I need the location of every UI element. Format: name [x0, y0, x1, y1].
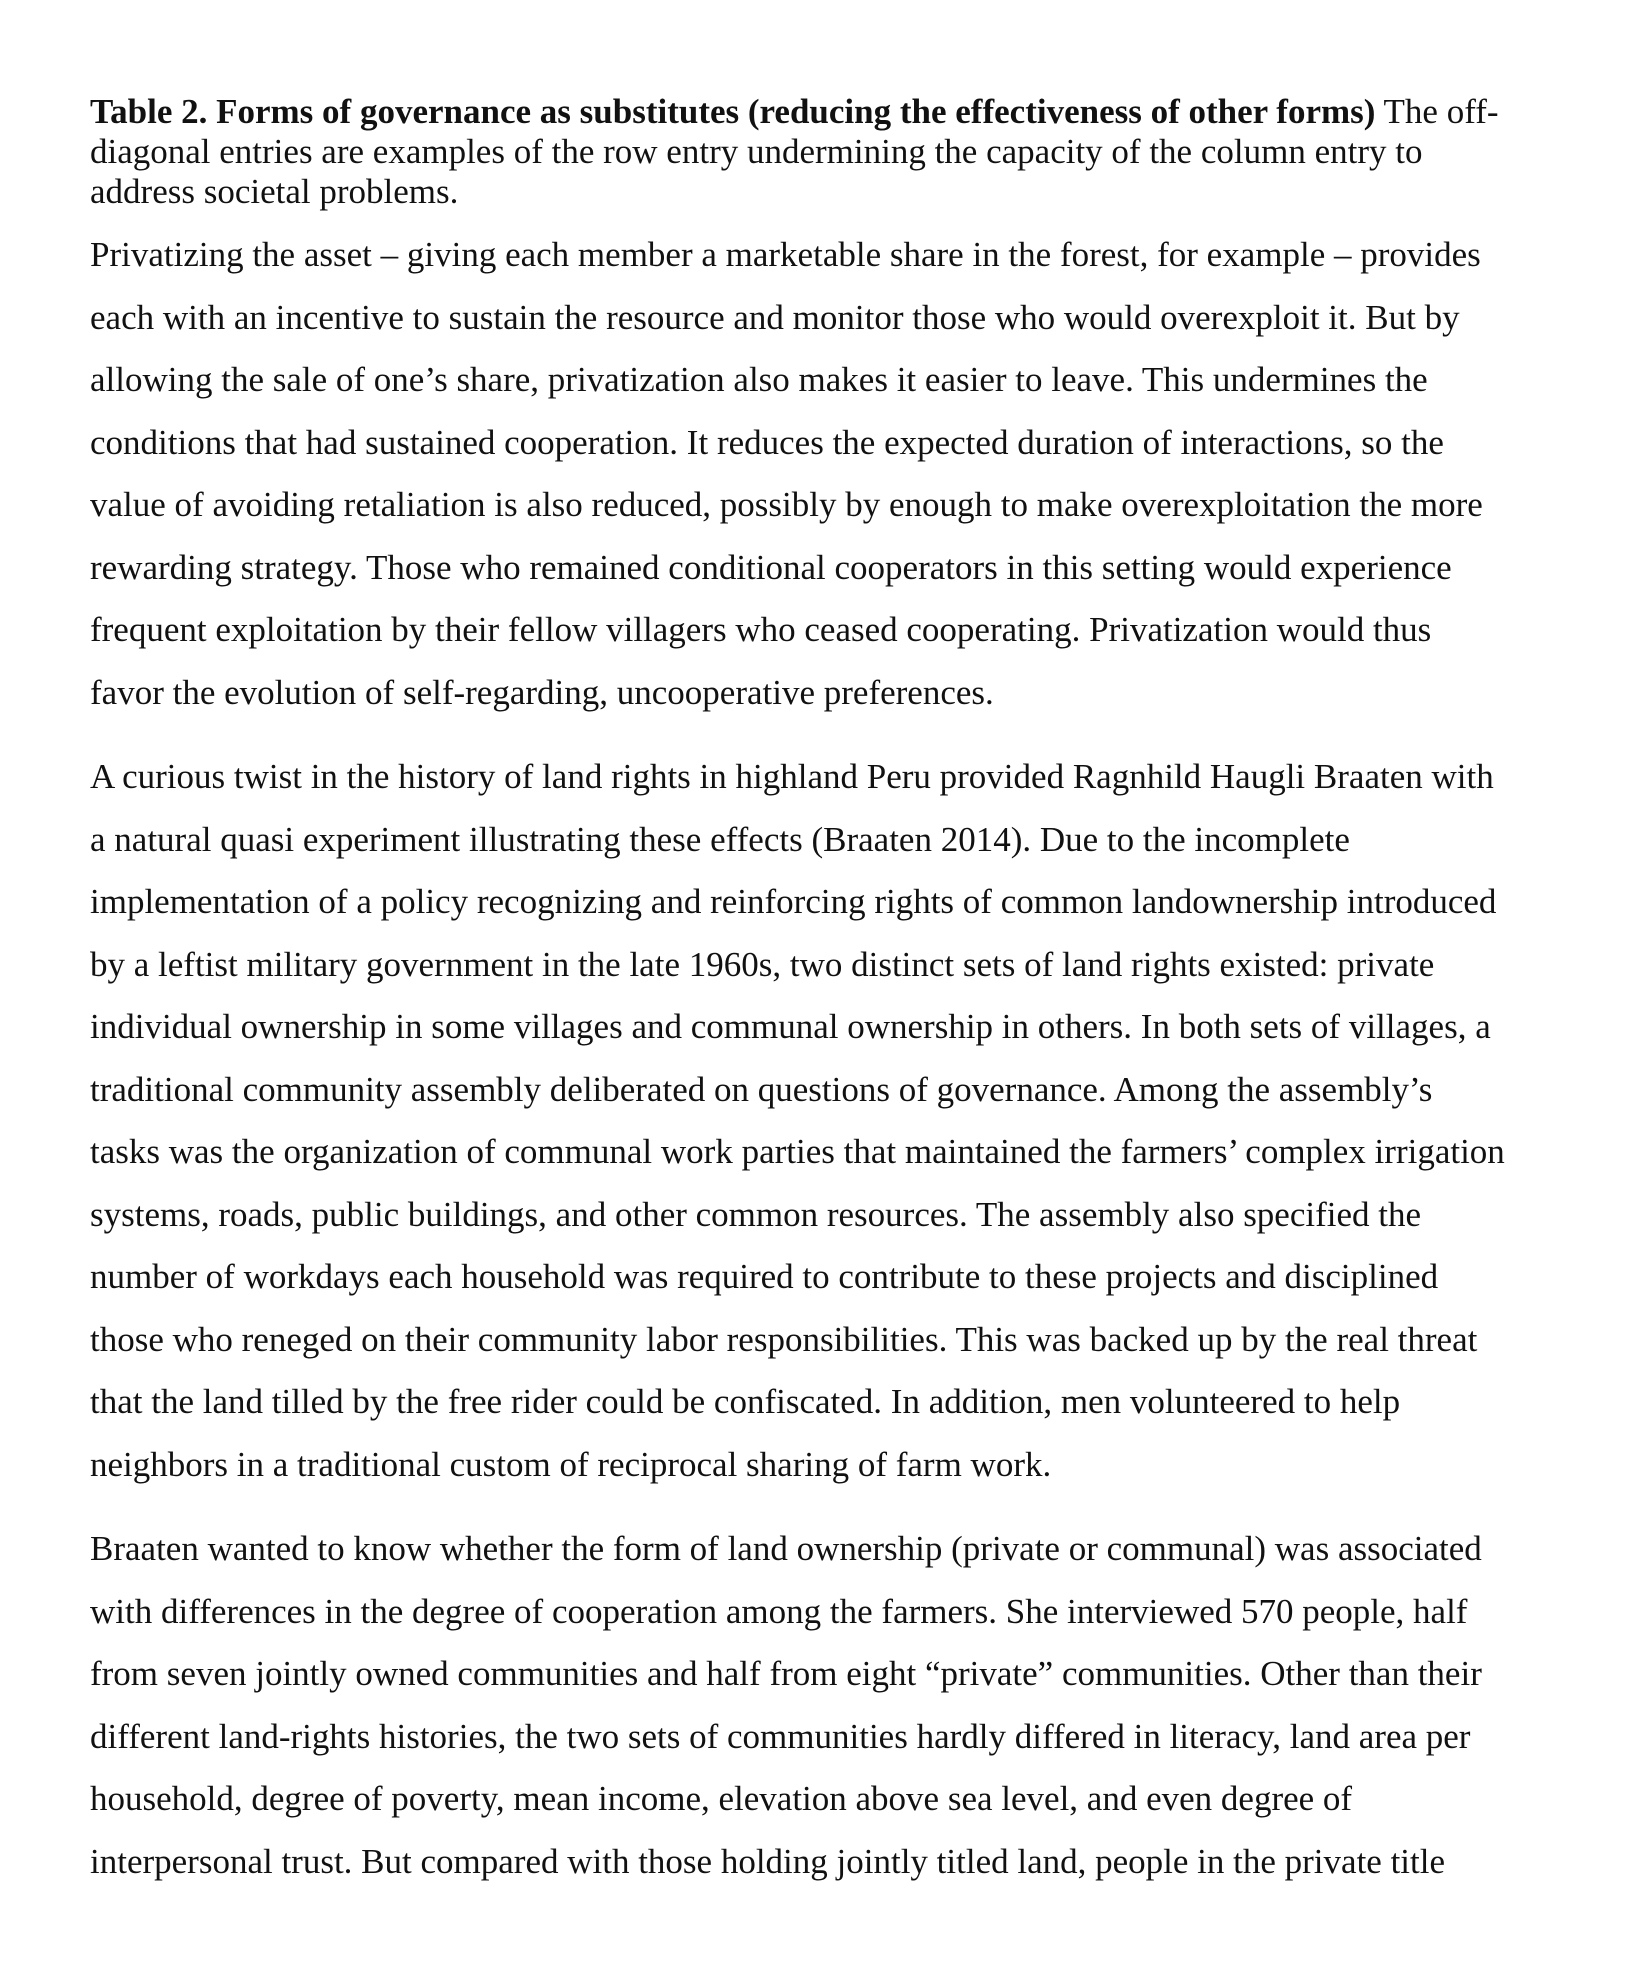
text-line: each with an incentive to sustain the resource and monitor those who would overexploit it. But by	[90, 297, 1460, 337]
caption-text: The off-	[1375, 92, 1499, 131]
text-line: individual ownership in some villages and communal ownership in others. In both sets of villages, a	[90, 1007, 1491, 1046]
text-line: A curious twist in the history of land rights in highland Peru provided Ragnhild Haugli Braaten with	[90, 757, 1494, 796]
caption-line	[90, 92, 1560, 132]
text-line: frequent exploitation by their fellow villagers who ceased cooperating. Privatization would thus	[90, 610, 1432, 649]
caption-line: diagonal entries are examples of the row entry undermining the capacity of the column entry to	[90, 132, 1423, 171]
text-line: a natural quasi experiment illustrating these effects (Braaten 2014). Due to the incomplete	[90, 819, 1350, 859]
text-line: from seven jointly owned communities and half from eight “private” communities. Other than their	[90, 1654, 1482, 1693]
caption-title: Table 2. Forms of governance as substitutes (reducing the effectiveness of other forms)	[90, 92, 1376, 131]
text-line: traditional community assembly deliberated on questions of governance. Among the assembly’s	[90, 1069, 1433, 1109]
text-line: neighbors in a traditional custom of reciprocal sharing of farm work.	[90, 1444, 1052, 1484]
text-line: rewarding strategy. Those who remained conditional cooperators in this setting would experience	[90, 547, 1452, 587]
text-line: favor the evolution of self-regarding, uncooperative preferences.	[90, 672, 994, 712]
text-line: household, degree of poverty, mean income, elevation above sea level, and even degree of	[90, 1779, 1353, 1818]
text-line: systems, roads, public buildings, and other common resources. The assembly also specified the	[90, 1194, 1422, 1234]
text-line: those who reneged on their community labor responsibilities. This was backed up by the real threat	[90, 1319, 1478, 1359]
text-line: tasks was the organization of communal work parties that maintained the farmers’ complex irrigation	[90, 1132, 1505, 1171]
text-line: with differences in the degree of cooperation among the farmers. She interviewed 570 people, half	[90, 1591, 1468, 1631]
text-line: allowing the sale of one’s share, privatization also makes it easier to leave. This undermines the	[90, 360, 1428, 399]
caption-line: address societal problems.	[90, 172, 459, 211]
text-line: different land-rights histories, the two sets of communities hardly differed in literacy, land area per	[90, 1716, 1471, 1756]
paragraph-privatization	[90, 224, 1560, 724]
paragraph-braaten-study	[90, 1518, 1560, 1893]
text-line: that the land tilled by the free rider could be confiscated. In addition, men volunteered to help	[90, 1382, 1401, 1421]
text-line: number of workdays each household was required to contribute to these projects and disciplined	[90, 1257, 1439, 1296]
text-line: interpersonal trust. But compared with those holding jointly titled land, people in the private title	[90, 1841, 1446, 1881]
text-line: by a leftist military government in the late 1960s, two distinct sets of land rights existed: private	[90, 944, 1435, 984]
document-page	[90, 92, 1560, 1915]
text-line: implementation of a policy recognizing and reinforcing rights of common landownership introduced	[90, 882, 1497, 921]
text-line: conditions that had sustained cooperation. It reduces the expected duration of interactions, so the	[90, 422, 1444, 462]
text-line: Privatizing the asset – giving each member a marketable share in the forest, for example – provides	[90, 235, 1481, 274]
table-caption	[90, 92, 1560, 212]
paragraph-peru-land-rights	[90, 746, 1560, 1496]
text-line: value of avoiding retaliation is also reduced, possibly by enough to make overexploitation the more	[90, 485, 1483, 524]
text-line: Braaten wanted to know whether the form of land ownership (private or communal) was associated	[90, 1529, 1482, 1568]
